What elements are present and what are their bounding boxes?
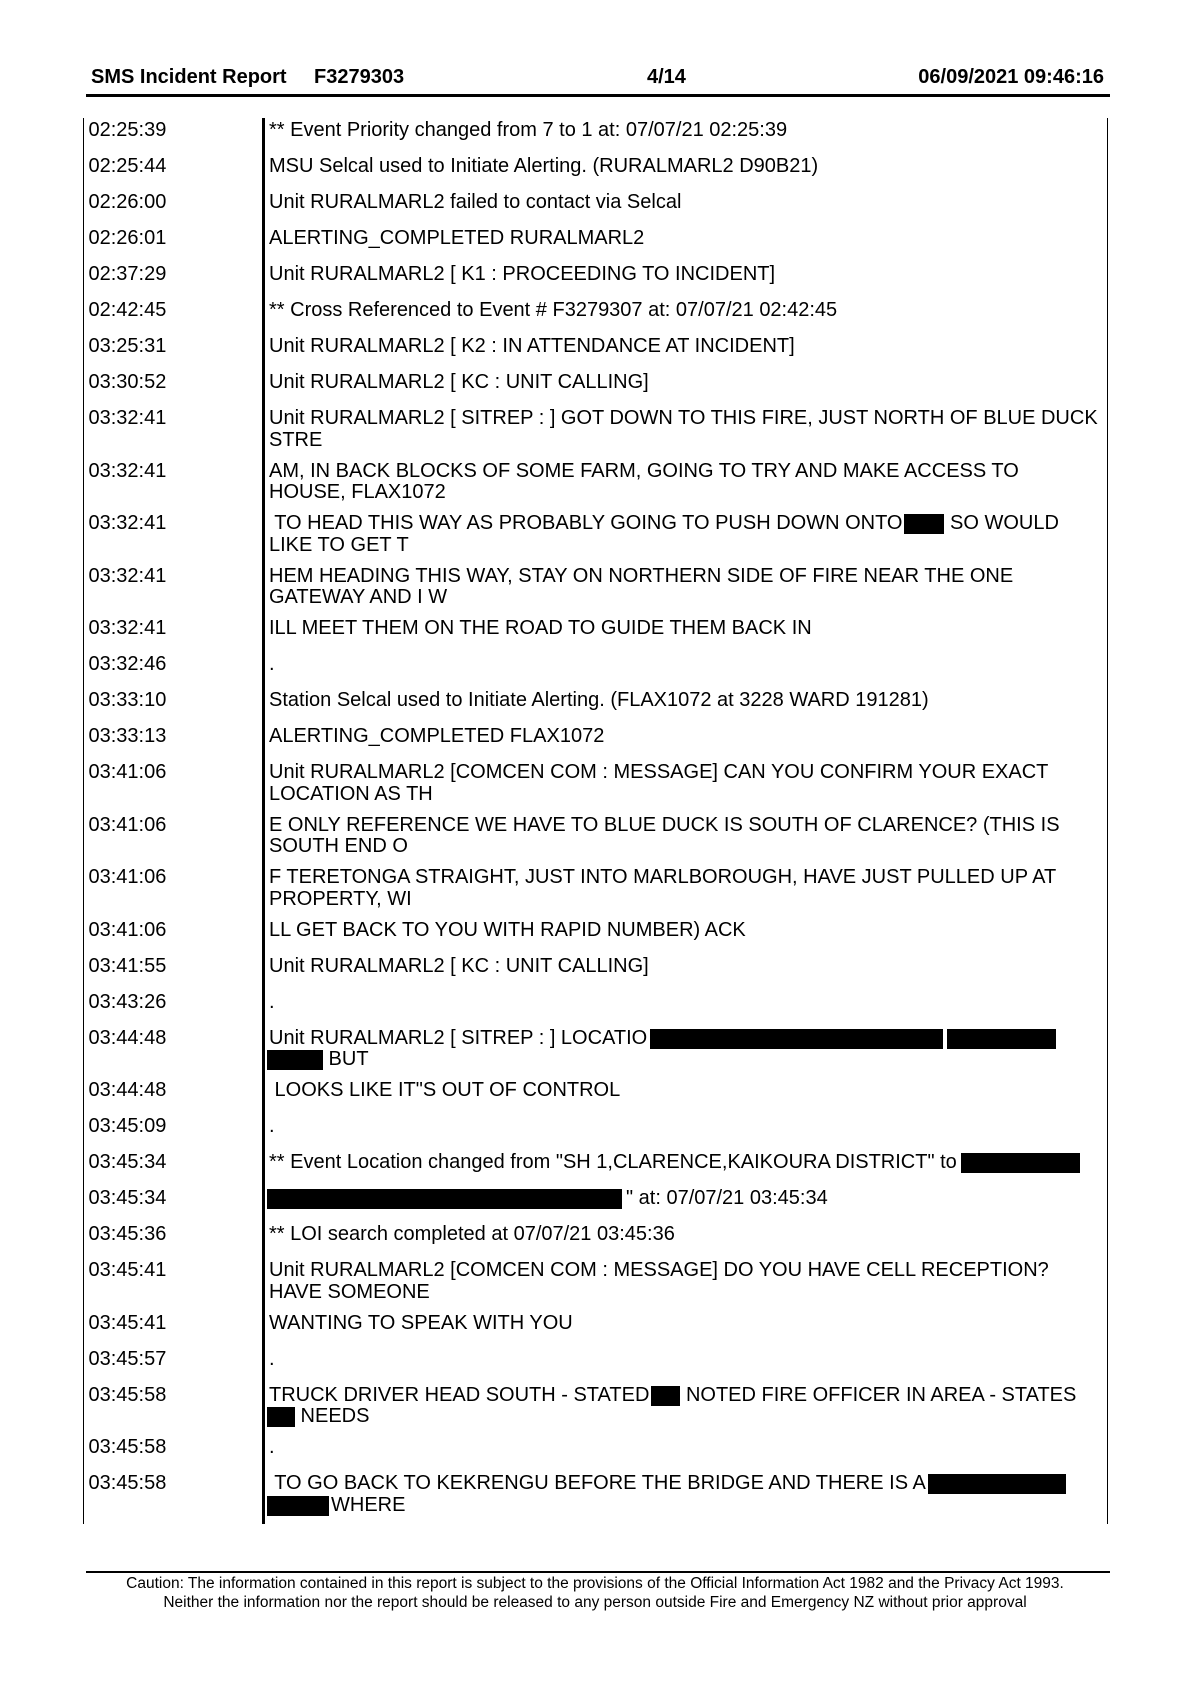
log-time: 03:41:55 [84, 954, 265, 990]
log-time: 03:32:41 [84, 459, 265, 512]
log-text [265, 813, 1107, 866]
log-time: 02:42:45 [84, 298, 265, 334]
log-text-line: Unit RURALMARL2 [ KC : UNIT CALLING] [269, 371, 649, 393]
log-time: 03:45:34 [84, 1150, 265, 1186]
log-time: 03:32:46 [84, 652, 265, 688]
log-text-segment: TO GO BACK TO KEKRENGU BEFORE THE BRIDGE AND THERE IS A [269, 1472, 926, 1494]
log-row [84, 1026, 1107, 1079]
redaction-block [947, 1029, 1056, 1049]
log-text-line: . [269, 1436, 275, 1458]
log-text [265, 1186, 1107, 1222]
log-text-line: WANTING TO SPEAK WITH YOU [269, 1311, 573, 1334]
log-text-line [269, 1473, 1107, 1495]
log-row [84, 370, 1107, 406]
log-text [265, 865, 1107, 918]
log-text [265, 954, 1107, 990]
log-row [84, 616, 1107, 652]
footer-disclaimer: Neither the information nor the report should be released to any person outside Fire and Emergency NZ without prior approval [163, 1594, 1027, 1611]
log-text [265, 226, 1107, 262]
log-text [265, 1347, 1107, 1383]
log-time: 03:45:34 [84, 1186, 265, 1222]
log-text-line: Unit RURALMARL2 [COMCEN COM : MESSAGE] CAN YOU CONFIRM YOUR EXACT [269, 761, 1049, 783]
log-text-line: Unit RURALMARL2 [ K1 : PROCEEDING TO INCIDENT] [269, 263, 776, 285]
log-time: 03:32:41 [84, 511, 265, 564]
log-row [84, 688, 1107, 724]
log-row [84, 724, 1107, 760]
redaction-block [651, 1386, 680, 1406]
log-text [265, 1150, 1107, 1186]
log-row [84, 865, 1107, 918]
log-text-line [269, 1152, 1107, 1174]
log-text-line: Unit RURALMARL2 failed to contact via Selcal [269, 191, 682, 213]
log-text-segment: LIKE TO GET T [269, 533, 409, 556]
log-time: 03:25:31 [84, 334, 265, 370]
log-text-line: . [269, 653, 275, 675]
log-text [265, 334, 1107, 370]
log-text-line: AM, IN BACK BLOCKS OF SOME FARM, GOING TO TRY AND MAKE ACCESS TO [269, 459, 1019, 482]
log-text-line: . [269, 1115, 275, 1137]
log-text-line [269, 535, 1107, 557]
redaction-block [267, 1050, 323, 1070]
redaction-block [267, 1189, 622, 1209]
footer-rule [86, 1571, 1110, 1573]
log-text-line: E ONLY REFERENCE WE HAVE TO BLUE DUCK IS SOUTH OF CLARENCE? (THIS IS [269, 813, 1060, 836]
log-text [265, 1026, 1107, 1079]
log-row [84, 1114, 1107, 1150]
log-row [84, 760, 1107, 813]
log-row [84, 990, 1107, 1026]
log-text [265, 918, 1107, 954]
log-row [84, 1078, 1107, 1114]
log-text-line: ILL MEET THEM ON THE ROAD TO GUIDE THEM BACK IN [269, 617, 812, 639]
log-text [265, 511, 1107, 564]
log-time: 03:45:36 [84, 1222, 265, 1258]
log-text [265, 118, 1107, 154]
log-row [84, 1347, 1107, 1383]
log-text-segment: NEEDS [295, 1405, 370, 1427]
log-text-line: ALERTING_COMPLETED RURALMARL2 [269, 227, 645, 249]
log-row [84, 1435, 1107, 1471]
log-time: 03:41:06 [84, 865, 265, 918]
log-row [84, 298, 1107, 334]
log-text [265, 298, 1107, 334]
log-text-line: LOOKS LIKE IT"S OUT OF CONTROL [269, 1079, 621, 1101]
log-text [265, 724, 1107, 760]
log-time: 03:45:57 [84, 1347, 265, 1383]
log-text [265, 190, 1107, 226]
log-text [265, 1258, 1107, 1311]
log-row [84, 1471, 1107, 1524]
log-time: 03:33:13 [84, 724, 265, 760]
log-row [84, 334, 1107, 370]
log-text-line: HAVE SOMEONE [269, 1280, 430, 1303]
page-number: 4/14 [647, 66, 686, 88]
log-text-line: LL GET BACK TO YOU WITH RAPID NUMBER) ACK [269, 918, 746, 941]
log-time: 03:45:58 [84, 1471, 265, 1524]
redaction-block [961, 1153, 1080, 1173]
log-time: 02:37:29 [84, 262, 265, 298]
log-text-segment: TO HEAD THIS WAY AS PROBABLY GOING TO PUSH DOWN ONTO [269, 512, 903, 534]
log-time: 03:33:10 [84, 688, 265, 724]
log-text-segment: " at: 07/07/21 03:45:34 [626, 1187, 828, 1209]
log-text-line [269, 1385, 1107, 1407]
log-text [265, 1311, 1107, 1347]
log-text-line: ** Event Priority changed from 7 to 1 at: 07/07/21 02:25:39 [269, 119, 788, 141]
log-text [265, 370, 1107, 406]
log-text-line: Station Selcal used to Initiate Alerting. (FLAX1072 at 3228 WARD 191281) [269, 689, 929, 711]
redaction-block [267, 1407, 295, 1427]
log-text-segment: BUT [323, 1048, 369, 1070]
log-text-line: STRE [269, 428, 323, 451]
redaction-block [650, 1029, 943, 1049]
log-row [84, 564, 1107, 617]
log-text [265, 262, 1107, 298]
log-time: 02:25:39 [84, 118, 265, 154]
log-time: 03:45:58 [84, 1383, 265, 1436]
log-row [84, 226, 1107, 262]
log-text-line [269, 513, 1107, 535]
log-row [84, 954, 1107, 990]
log-text-line: Unit RURALMARL2 [ SITREP : ] GOT DOWN TO THIS FIRE, JUST NORTH OF BLUE DUCK [269, 407, 1098, 429]
log-time: 03:45:09 [84, 1114, 265, 1150]
log-text [265, 406, 1107, 459]
log-text-line [269, 1049, 1107, 1071]
log-text [265, 154, 1107, 190]
log-text [265, 1222, 1107, 1258]
log-text-segment: ** Event Location changed from "SH 1,CLARENCE,KAIKOURA DISTRICT" to [269, 1151, 957, 1173]
log-text-line: ** LOI search completed at 07/07/21 03:45:36 [269, 1223, 675, 1245]
log-row [84, 118, 1107, 154]
log-text [265, 652, 1107, 688]
log-row [84, 1258, 1107, 1311]
log-table [83, 118, 1108, 1524]
log-row [84, 1222, 1107, 1258]
log-row [84, 154, 1107, 190]
log-text-line: Unit RURALMARL2 [ K2 : IN ATTENDANCE AT INCIDENT] [269, 335, 795, 357]
log-time: 03:32:41 [84, 406, 265, 459]
log-text-line: PROPERTY, WI [269, 887, 412, 910]
log-text [265, 1078, 1107, 1114]
log-text-segment: NOTED FIRE OFFICER IN AREA - STATES [680, 1383, 1077, 1406]
log-text-line: SOUTH END O [269, 835, 408, 857]
log-text-line: ALERTING_COMPLETED FLAX1072 [269, 725, 605, 747]
log-time: 02:26:00 [84, 190, 265, 226]
log-time: 02:25:44 [84, 154, 265, 190]
log-text-line: HOUSE, FLAX1072 [269, 481, 446, 503]
log-time: 03:41:06 [84, 918, 265, 954]
log-text-line: ** Cross Referenced to Event # F3279307 at: 07/07/21 02:42:45 [269, 299, 838, 321]
log-text-segment: Unit RURALMARL2 [ SITREP : ] LOCATIO [269, 1026, 648, 1049]
log-time: 03:43:26 [84, 990, 265, 1026]
log-text [265, 564, 1107, 617]
log-text-line: F TERETONGA STRAIGHT, JUST INTO MARLBOROUGH, HAVE JUST PULLED UP AT [269, 866, 1057, 888]
log-time: 03:45:41 [84, 1311, 265, 1347]
log-time: 02:26:01 [84, 226, 265, 262]
log-text [265, 760, 1107, 813]
log-text [265, 616, 1107, 652]
log-row [84, 1150, 1107, 1186]
log-text-line [269, 1495, 1107, 1517]
log-text-line: GATEWAY AND I W [269, 586, 448, 608]
log-text-line: Unit RURALMARL2 [ KC : UNIT CALLING] [269, 954, 649, 977]
log-time: 03:44:48 [84, 1026, 265, 1079]
log-row [84, 813, 1107, 866]
log-text-line: HEM HEADING THIS WAY, STAY ON NORTHERN SIDE OF FIRE NEAR THE ONE [269, 564, 1014, 587]
log-time: 03:32:41 [84, 564, 265, 617]
log-text [265, 990, 1107, 1026]
log-text-line: LOCATION AS TH [269, 782, 433, 805]
log-text-line: . [269, 1347, 275, 1370]
report-datetime: 06/09/2021 09:46:16 [918, 66, 1104, 88]
log-time: 03:30:52 [84, 370, 265, 406]
log-text-line [269, 1028, 1107, 1050]
footer-caution: Caution: The information contained in this report is subject to the provisions of the Official Information Act 1982 and the Privacy Act 1993. [126, 1575, 1064, 1592]
log-time: 03:32:41 [84, 616, 265, 652]
redaction-block [928, 1474, 1066, 1494]
log-text-segment: SO WOULD [944, 512, 1059, 534]
log-text-line: . [269, 990, 275, 1013]
report-title: SMS Incident Report [91, 66, 287, 88]
log-row [84, 1186, 1107, 1222]
log-text [265, 1435, 1107, 1471]
log-text-line [269, 1188, 1107, 1210]
log-row [84, 918, 1107, 954]
log-time: 03:45:41 [84, 1258, 265, 1311]
log-time: 03:41:06 [84, 813, 265, 866]
log-text [265, 1114, 1107, 1150]
log-row [84, 406, 1107, 459]
redaction-block [267, 1496, 329, 1516]
log-row [84, 1311, 1107, 1347]
log-text-segment: TRUCK DRIVER HEAD SOUTH - STATED [269, 1383, 650, 1406]
log-text [265, 459, 1107, 512]
log-time: 03:41:06 [84, 760, 265, 813]
log-text [265, 1471, 1107, 1524]
log-row [84, 1383, 1107, 1436]
log-text-line [269, 1406, 1107, 1428]
header-rule [86, 94, 1110, 97]
log-text-line: MSU Selcal used to Initiate Alerting. (RURALMARL2 D90B21) [269, 155, 819, 177]
log-text [265, 1383, 1107, 1436]
log-time: 03:45:58 [84, 1435, 265, 1471]
log-text-line: Unit RURALMARL2 [COMCEN COM : MESSAGE] DO YOU HAVE CELL RECEPTION? [269, 1259, 1049, 1281]
event-id: F3279303 [314, 66, 405, 88]
redaction-block [904, 514, 944, 534]
log-text [265, 688, 1107, 724]
log-row [84, 262, 1107, 298]
log-text-segment: WHERE [331, 1493, 406, 1516]
log-row [84, 190, 1107, 226]
log-row [84, 511, 1107, 564]
log-time: 03:44:48 [84, 1078, 265, 1114]
log-row [84, 652, 1107, 688]
log-row [84, 459, 1107, 512]
